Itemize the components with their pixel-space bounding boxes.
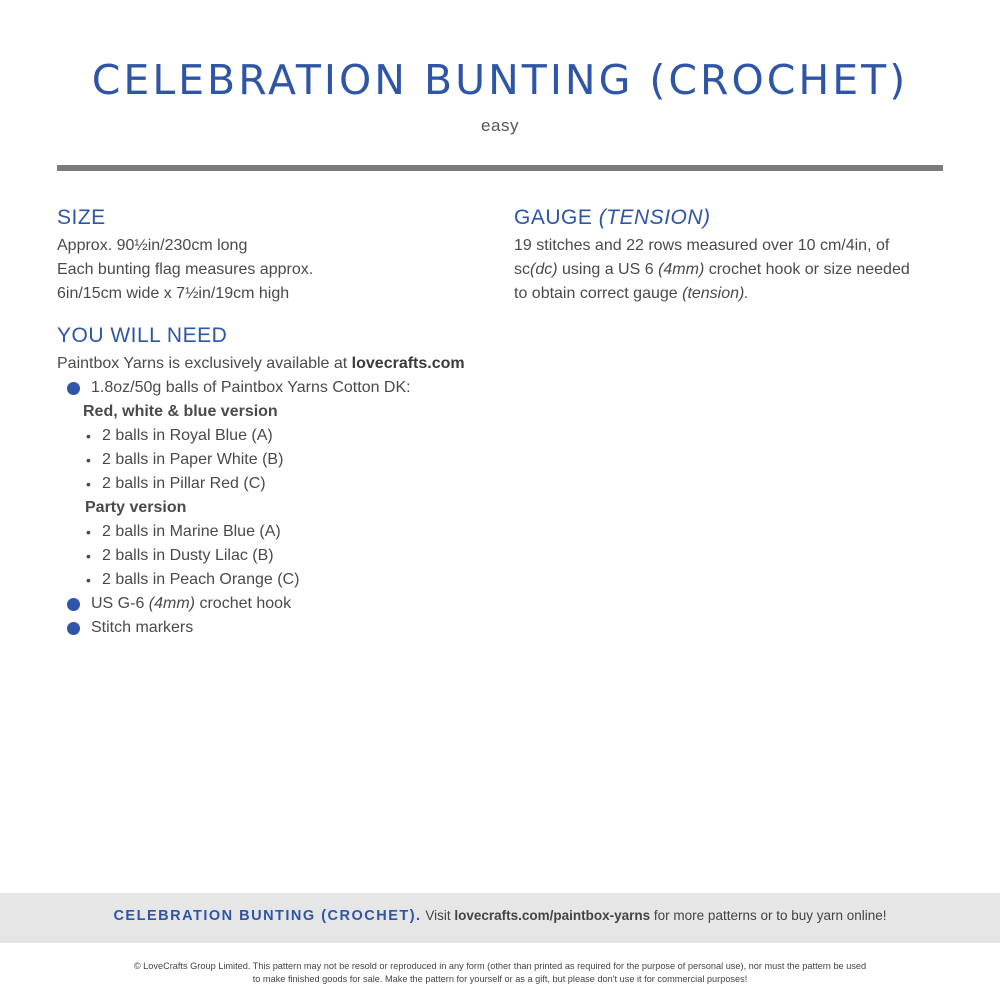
size-line: Each bunting flag measures approx. <box>57 261 314 278</box>
size-line: Approx. 90½in/230cm long <box>57 237 248 254</box>
version-title: Red, white & blue version <box>83 403 278 420</box>
list-item <box>57 448 497 472</box>
list-item <box>57 376 497 400</box>
color-item: 2 balls in Peach Orange (C) <box>102 571 300 588</box>
gauge-line <box>514 258 954 282</box>
list-item <box>57 616 497 640</box>
list-item <box>57 568 497 592</box>
bullet-icon: • <box>86 452 91 468</box>
gauge-text-italic: (dc) <box>530 261 558 278</box>
you-will-need-section <box>57 322 497 640</box>
gauge-heading-italic: (TENSION) <box>598 206 711 229</box>
hook-text: US G-6 <box>91 595 149 612</box>
copyright-line: © LoveCrafts Group Limited. This pattern may not be resold or reproduced in any form (other than printed as required for the purpose of personal use), nor must the pattern be used <box>133 961 867 971</box>
color-item: 2 balls in Dusty Lilac (B) <box>102 547 274 564</box>
color-item: 2 balls in Pillar Red (C) <box>102 475 266 492</box>
bullet-icon: • <box>86 428 91 444</box>
gauge-line: 19 stitches and 22 rows measured over 10 cm/4in, of <box>514 237 890 254</box>
difficulty-label: easy <box>481 116 519 135</box>
list-item <box>57 520 497 544</box>
bullet-icon: • <box>86 548 91 564</box>
bullet-dot-icon <box>67 622 80 635</box>
gauge-heading <box>514 204 954 232</box>
footer-visit: Visit <box>421 908 455 923</box>
gauge-line <box>514 282 954 306</box>
footer-text <box>0 908 1000 924</box>
size-section <box>57 204 497 306</box>
gauge-text: crochet hook or size needed <box>704 261 910 278</box>
gauge-text: sc <box>514 261 530 278</box>
color-item: 2 balls in Paper White (B) <box>102 451 284 468</box>
header-divider <box>57 165 943 171</box>
bullet-dot-icon <box>67 598 80 611</box>
list-item <box>57 472 497 496</box>
markers-text: Stitch markers <box>91 619 194 636</box>
availability-line <box>57 352 497 376</box>
gauge-text: using a US 6 <box>557 261 659 278</box>
copyright-line: to make finished goods for sale. Make the pattern for yourself or as a gift, but please don't use it for commercial purposes! <box>252 974 748 984</box>
you-will-need-heading: YOU WILL NEED <box>57 324 228 347</box>
size-heading: SIZE <box>57 206 106 229</box>
hook-size: (4mm) <box>148 595 196 612</box>
size-line: 6in/15cm wide x 7½in/19cm high <box>57 285 290 302</box>
list-item <box>57 592 497 616</box>
lovecrafts-link[interactable]: lovecrafts.com <box>351 355 465 372</box>
footer-link[interactable]: lovecrafts.com/paintbox-yarns <box>454 908 651 923</box>
bullet-icon: • <box>86 572 91 588</box>
page-title: CELEBRATION BUNTING (CROCHET) <box>91 56 909 104</box>
version-title: Party version <box>85 499 187 516</box>
footer-title: CELEBRATION BUNTING (CROCHET). <box>113 908 422 924</box>
gauge-text: to obtain correct gauge <box>514 285 683 302</box>
color-item: 2 balls in Marine Blue (A) <box>102 523 281 540</box>
gauge-heading-main: GAUGE <box>514 206 599 229</box>
bullet-dot-icon <box>67 382 80 395</box>
gauge-text-italic: (4mm) <box>658 261 705 278</box>
list-item <box>57 544 497 568</box>
left-column <box>57 204 497 640</box>
color-item: 2 balls in Royal Blue (A) <box>102 427 273 444</box>
right-column <box>514 204 954 306</box>
availability-text: Paintbox Yarns is exclusively available at <box>57 355 352 372</box>
list-item <box>57 424 497 448</box>
bullet-icon: • <box>86 524 91 540</box>
footer-tail: for more patterns or to buy yarn online! <box>650 908 887 923</box>
hook-text-tail: crochet hook <box>195 595 292 612</box>
gauge-text-italic: (tension). <box>682 285 749 302</box>
bullet-icon: • <box>86 476 91 492</box>
copyright-notice <box>70 960 930 986</box>
yarn-item-text: 1.8oz/50g balls of Paintbox Yarns Cotton DK: <box>91 379 411 396</box>
